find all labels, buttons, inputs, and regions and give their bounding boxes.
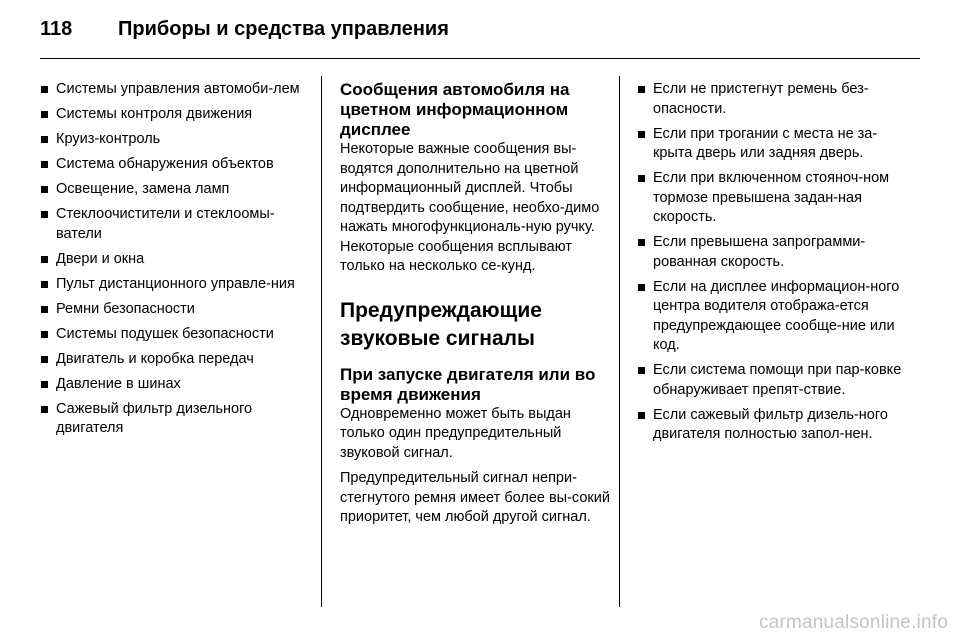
- list-item: Пульт дистанционного управле-ния: [40, 275, 312, 295]
- list-item: Круиз-контроль: [40, 130, 312, 150]
- list-item: Если при трогании с места не за-крыта дверь или задняя дверь.: [637, 125, 915, 164]
- square-bullet-icon: [41, 381, 48, 388]
- section-text-seatbelt-priority: Предупредительный сигнал непри-стегнутого ремня имеет более вы-сокий приоритет, чем любой другой сигнал.: [340, 470, 610, 525]
- list-item: Давление в шинах: [40, 375, 312, 395]
- list-item: Если превышена запрограмми-рованная скорость.: [637, 233, 915, 272]
- page-title: Приборы и средства управления: [118, 18, 449, 40]
- square-bullet-icon: [41, 281, 48, 288]
- header-rule: [40, 58, 920, 59]
- square-bullet-icon: [41, 111, 48, 118]
- list-item: Двигатель и коробка передач: [40, 350, 312, 370]
- list-item: Если при включенном стояноч-ном тормозе превышена задан-ная скорость.: [637, 169, 915, 228]
- list-item: Освещение, замена ламп: [40, 180, 312, 200]
- square-bullet-icon: [41, 186, 48, 193]
- list-item: Если сажевый фильтр дизель-ного двигателя полностью запол-нен.: [637, 406, 915, 445]
- column-divider-1: [321, 76, 322, 607]
- square-bullet-icon: [41, 306, 48, 313]
- square-bullet-icon: [638, 412, 645, 419]
- page-number: 118: [40, 18, 73, 40]
- column-divider-2: [619, 76, 620, 607]
- square-bullet-icon: [638, 239, 645, 246]
- square-bullet-icon: [41, 406, 48, 413]
- list-item: Система обнаружения объектов: [40, 155, 312, 175]
- list-item: Сажевый фильтр дизельного двигателя: [40, 400, 312, 439]
- list-item: Системы контроля движения: [40, 105, 312, 125]
- list-item: Системы управления автомоби-лем: [40, 80, 312, 100]
- square-bullet-icon: [41, 331, 48, 338]
- square-bullet-icon: [638, 86, 645, 93]
- watermark: carmanualsonline.info: [758, 612, 948, 633]
- square-bullet-icon: [638, 284, 645, 291]
- square-bullet-icon: [638, 131, 645, 138]
- section-heading-color-display-messages: Сообщения автомобиля на цветном информационном дисплее: [340, 80, 570, 139]
- square-bullet-icon: [41, 86, 48, 93]
- square-bullet-icon: [41, 256, 48, 263]
- square-bullet-icon: [638, 367, 645, 374]
- warning-conditions-list: [637, 80, 915, 445]
- column-3: [637, 80, 915, 450]
- main-heading-warning-chimes: Предупреждающие звуковые сигналы: [340, 298, 542, 350]
- section-heading-engine-start: При запуске двигателя или во время движения: [340, 364, 596, 404]
- list-item: Системы подушек безопасности: [40, 325, 312, 345]
- square-bullet-icon: [41, 356, 48, 363]
- list-item: Двери и окна: [40, 250, 312, 270]
- square-bullet-icon: [41, 211, 48, 218]
- square-bullet-icon: [41, 161, 48, 168]
- list-item: Ремни безопасности: [40, 300, 312, 320]
- list-item: Если не пристегнут ремень без-опасности.: [637, 80, 915, 119]
- list-item: Если система помощи при пар-ковке обнаруживает препят-ствие.: [637, 361, 915, 400]
- square-bullet-icon: [638, 175, 645, 182]
- list-item: Стеклоочистители и стеклоомы-ватели: [40, 205, 312, 244]
- list-item: Если на дисплее информацион-ного центра водителя отобража-ется предупреждающее сообще-ние или код.: [637, 278, 915, 356]
- section-text-single-chime: Одновременно может быть выдан только один предупредительный звуковой сигнал.: [340, 405, 571, 461]
- square-bullet-icon: [41, 136, 48, 143]
- column-2: [340, 80, 612, 534]
- section-text-color-display-messages: Некоторые важные сообщения вы-водятся дополнительно на цветной информационный дисплей. Чтобы подтвердить сообщение, необхо-димо нажать многофункциональ-ную ручку. Некоторые сообщения всплывают только на несколько се-кунд.: [340, 141, 600, 274]
- topic-list: [40, 80, 312, 439]
- column-1: [40, 80, 312, 444]
- page-header: [40, 18, 449, 41]
